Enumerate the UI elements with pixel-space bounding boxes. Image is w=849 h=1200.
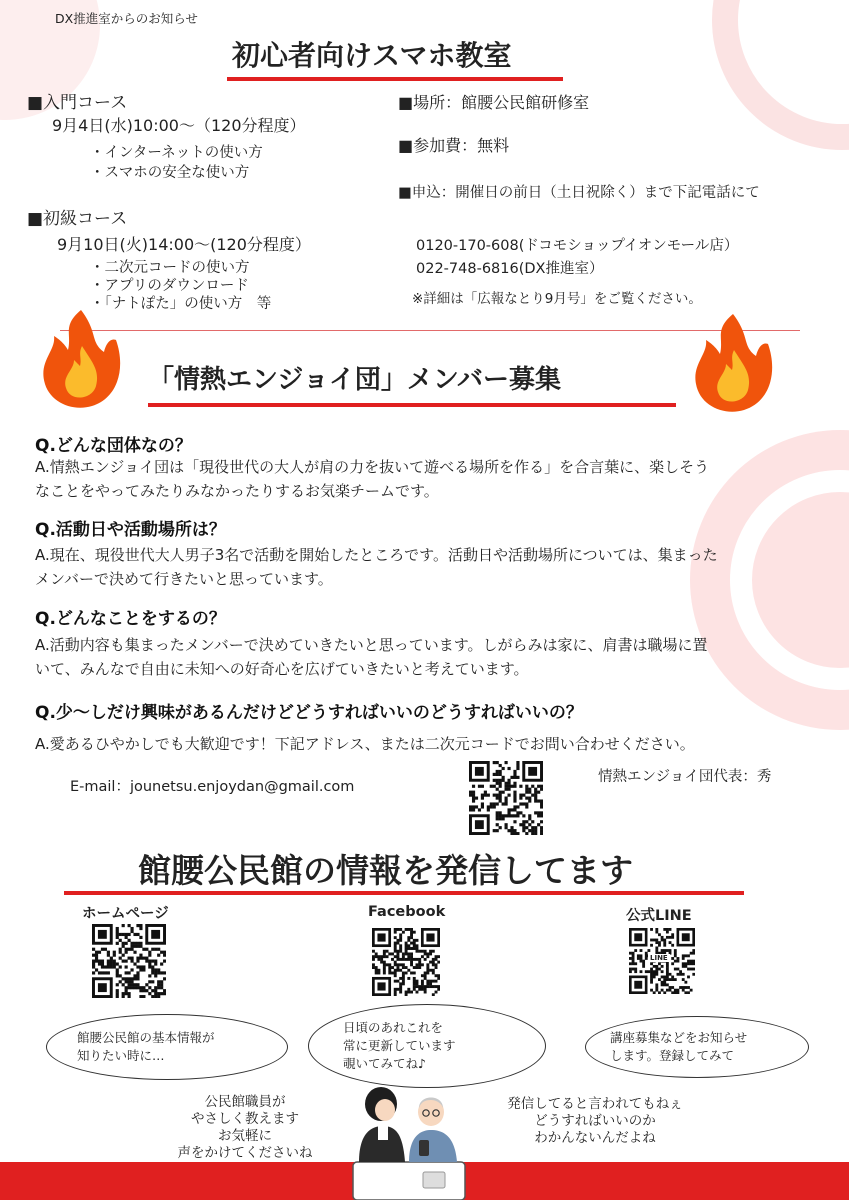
question: Q.少～しだけ興味があるんだけどどうすればいいのどうすればいいの？ <box>35 703 583 723</box>
bubble-text: します。登録してみて <box>610 1048 735 1063</box>
detail-note: ※詳細は「広報なとり9月号」をご覧ください。 <box>412 291 702 307</box>
question: Q.どんなことをするの？ <box>35 609 226 629</box>
place-info: ■場所：館腰公民館研修室 <box>398 93 590 112</box>
phone-number: 022-748-6816(DX推進室） <box>416 261 604 277</box>
bubble-text: 講座募集などをお知らせ <box>610 1030 748 1045</box>
beginner-course-item: ・アプリのダウンロード <box>90 278 249 294</box>
footer-title-underline <box>64 891 744 895</box>
footer-title: 館腰公民館の情報を発信してます <box>138 851 633 890</box>
notice-label: DX推進室からのお知らせ <box>55 11 198 26</box>
answer-line: A.活動内容も集まったメンバーで決めていきたいと思っています。しがらみは家に、肩書は職場に置 <box>35 636 708 654</box>
bubble-text: 知りたい時に… <box>77 1048 165 1063</box>
apply-info: ■申込：開催日の前日（土日祝除く）まで下記電話にて <box>398 185 760 201</box>
answer-line: なことをやってみたりみなかったりするお気楽チームです。 <box>35 482 439 500</box>
decor-circle-top-right <box>712 0 849 150</box>
section-divider <box>60 330 800 331</box>
elder-message: 発信してると言われてもねぇ どうすればいいのか わかんないんだよね <box>507 1096 683 1146</box>
question: Q.どんな団体なの？ <box>35 436 192 456</box>
page-title: 初心者向けスマホ教室 <box>232 39 512 72</box>
line-badge: LINE <box>650 954 668 962</box>
qr-code-facebook[interactable] <box>372 928 440 996</box>
answer-line: A.愛あるひやかしでも大歓迎です！下記アドレス、または二次元コードでお問い合わせください。 <box>35 735 695 753</box>
staff-message: 公民館職員が やさしく教えます お気軽に 声をかけてくださいね <box>177 1094 313 1161</box>
qr-code-homepage[interactable] <box>92 924 166 998</box>
homepage-label: ホームページ <box>82 906 169 922</box>
beginner-course-item: ・「ナトぽた」の使い方 等 <box>90 296 272 312</box>
facebook-label: Facebook <box>368 904 446 920</box>
contact-email[interactable]: E-mail：jounetsu.enjoydan@gmail.com <box>70 779 355 795</box>
intro-course-item: ・インターネットの使い方 <box>90 145 263 161</box>
beginner-course-heading: ■初級コース <box>27 209 128 229</box>
intro-course-heading: ■入門コース <box>27 93 128 113</box>
speech-bubble-line <box>585 1016 809 1078</box>
intro-course-item: ・スマホの安全な使い方 <box>90 165 250 181</box>
recruit-title-underline <box>148 403 676 407</box>
speech-bubble-homepage <box>46 1014 288 1080</box>
question: Q.活動日や活動場所は？ <box>35 520 226 540</box>
bubble-text: 覗いてみてね♪ <box>343 1056 426 1071</box>
flame-icon <box>690 310 776 414</box>
qr-code-contact[interactable] <box>469 761 543 835</box>
line-label: 公式LINE <box>626 908 692 924</box>
speech-bubble-facebook <box>308 1004 546 1088</box>
beginner-course-datetime: 9月10日(火)14:00～(120分程度） <box>57 235 311 254</box>
beginner-course-item: ・二次元コードの使い方 <box>90 260 250 276</box>
bubble-text: 常に更新しています <box>343 1038 456 1053</box>
fee-info: ■参加費：無料 <box>398 136 510 155</box>
staff-and-elder-illustration <box>345 1078 473 1200</box>
title-underline <box>227 77 563 81</box>
recruit-title: 「情熱エンジョイ団」メンバー募集 <box>148 365 562 395</box>
representative: 情熱エンジョイ団代表：秀 <box>598 769 772 785</box>
bubble-text: 館腰公民館の基本情報が <box>77 1030 215 1045</box>
answer-line: A.現在、現役世代大人男子3名で活動を開始したところです。活動日や活動場所については、集まった <box>35 546 718 564</box>
answer-line: メンバーで決めて行きたいと思っています。 <box>35 570 333 588</box>
answer-line: いて、みんなで自由に未知への好奇心を広げていきたいと考えています。 <box>35 660 529 678</box>
answer-line: A.情熱エンジョイ団は「現役世代の大人が肩の力を抜いて遊べる場所を作る」を合言葉に、楽しそう <box>35 458 710 476</box>
intro-course-datetime: 9月4日(水)10:00～（120分程度） <box>52 116 306 135</box>
bubble-text: 日頃のあれこれを <box>343 1020 444 1035</box>
phone-number: 0120-170-608(ドコモショップイオンモール店） <box>416 238 739 254</box>
flame-icon <box>38 306 124 410</box>
